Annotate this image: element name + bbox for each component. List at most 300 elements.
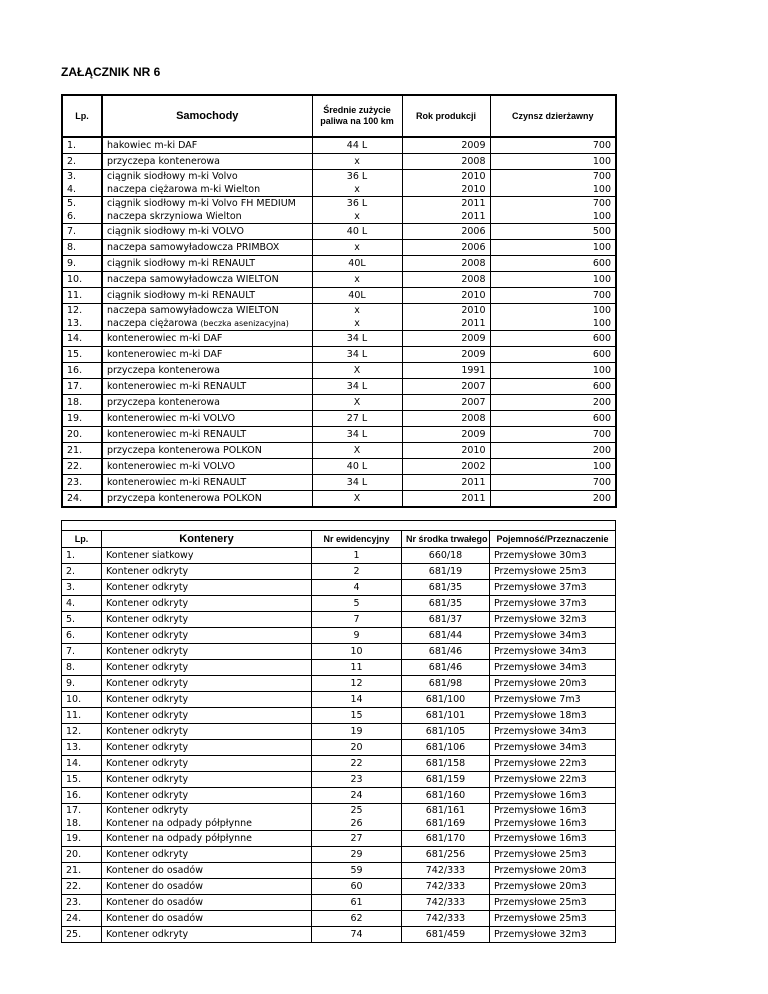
- vehicle-name-text: przyczepa kontenerowa: [107, 156, 221, 167]
- vehicle-name-text: kontenerowiec m-ki RENAULT: [107, 429, 247, 440]
- row-vehicle-name: [102, 170, 312, 184]
- row-capacity: Przemysłowe 20m3: [490, 863, 616, 879]
- row-container-name: Kontener na odpady półpłynne: [102, 831, 312, 847]
- row-fuel: 34 L: [312, 475, 402, 491]
- row-lp: 15.: [62, 772, 102, 788]
- row-asset: 681/160: [402, 788, 490, 804]
- row-container-name: Kontener odkryty: [102, 660, 312, 676]
- row-rent: 600: [490, 347, 616, 363]
- row-rent: 600: [490, 256, 616, 272]
- row-year: 2010: [402, 183, 490, 197]
- row-evid: 1: [312, 548, 402, 564]
- row-lp: 20.: [62, 847, 102, 863]
- row-container-name: Kontener odkryty: [102, 596, 312, 612]
- row-vehicle-name: [102, 154, 312, 170]
- row-asset: 681/19: [402, 564, 490, 580]
- table-row: [62, 564, 616, 580]
- row-container-name: Kontener do osadów: [102, 863, 312, 879]
- row-asset: 681/105: [402, 724, 490, 740]
- row-lp: 22.: [62, 459, 102, 475]
- spacer-cell: [312, 521, 402, 531]
- row-evid: 62: [312, 911, 402, 927]
- header-year: Rok produkcji: [402, 95, 490, 137]
- row-asset: 681/256: [402, 847, 490, 863]
- vehicle-name-text: naczepa ciężarowa m-ki Wielton: [107, 184, 261, 195]
- vehicle-name-text: naczepa skrzyniowa Wielton: [107, 211, 242, 222]
- row-capacity: Przemysłowe 25m3: [490, 895, 616, 911]
- row-year: 2008: [402, 256, 490, 272]
- row-lp: 10.: [62, 272, 102, 288]
- row-lp: 15.: [62, 347, 102, 363]
- row-capacity: Przemysłowe 18m3: [490, 708, 616, 724]
- vehicle-name-text: ciągnik siodłowy m-ki Volvo FH MEDIUM: [107, 198, 296, 209]
- row-year: 2002: [402, 459, 490, 475]
- row-vehicle-name: [102, 224, 312, 240]
- row-lp: 5.: [62, 612, 102, 628]
- row-asset: 742/333: [402, 863, 490, 879]
- table-row: [62, 183, 616, 197]
- row-asset: 681/161: [402, 804, 490, 818]
- row-fuel: 44 L: [312, 137, 402, 154]
- vehicle-name-text: naczepa samowyładowcza PRIMBOX: [107, 242, 280, 253]
- row-asset: 681/101: [402, 708, 490, 724]
- row-fuel: X: [312, 443, 402, 459]
- table-row: [62, 331, 616, 347]
- vehicle-name-text: hakowiec m-ki DAF: [107, 140, 198, 151]
- row-fuel: 40 L: [312, 224, 402, 240]
- table-row: [62, 459, 616, 475]
- spacer-cell: [62, 521, 102, 531]
- row-fuel: x: [312, 317, 402, 331]
- row-container-name: Kontener odkryty: [102, 927, 312, 943]
- row-container-name: Kontener do osadów: [102, 879, 312, 895]
- row-asset: 681/169: [402, 817, 490, 831]
- row-asset: 681/98: [402, 676, 490, 692]
- row-lp: 19.: [62, 411, 102, 427]
- row-vehicle-name: [102, 379, 312, 395]
- table-row: [62, 740, 616, 756]
- table-row: [62, 256, 616, 272]
- vehicle-name-text: naczepa ciężarowa: [107, 318, 198, 329]
- vehicle-name-text: przyczepa kontenerowa POLKON: [107, 493, 262, 504]
- table-row: [62, 137, 616, 154]
- table-row: [62, 240, 616, 256]
- row-lp: 4.: [62, 596, 102, 612]
- row-vehicle-name: [102, 411, 312, 427]
- row-fuel: X: [312, 491, 402, 508]
- table-row: [62, 197, 616, 211]
- table-row: [62, 427, 616, 443]
- row-vehicle-name: [102, 317, 312, 331]
- row-lp: 3.: [62, 580, 102, 596]
- table-row: [62, 831, 616, 847]
- vehicle-name-text: kontenerowiec m-ki RENAULT: [107, 477, 247, 488]
- row-year: 2008: [402, 272, 490, 288]
- row-capacity: Przemysłowe 16m3: [490, 788, 616, 804]
- row-asset: 681/159: [402, 772, 490, 788]
- row-rent: 700: [490, 197, 616, 211]
- row-lp: 18.: [62, 395, 102, 411]
- row-container-name: Kontener odkryty: [102, 788, 312, 804]
- row-vehicle-name: [102, 491, 312, 508]
- row-capacity: Przemysłowe 34m3: [490, 724, 616, 740]
- row-lp: 2.: [62, 154, 102, 170]
- row-fuel: X: [312, 395, 402, 411]
- row-container-name: Kontener odkryty: [102, 644, 312, 660]
- row-capacity: Przemysłowe 22m3: [490, 756, 616, 772]
- row-rent: 100: [490, 154, 616, 170]
- row-year: 2009: [402, 427, 490, 443]
- table-row: [62, 347, 616, 363]
- vehicle-name-text: ciągnik siodłowy m-ki RENAULT: [107, 290, 256, 301]
- table-row: [62, 224, 616, 240]
- table-row: [62, 580, 616, 596]
- row-asset: 681/44: [402, 628, 490, 644]
- row-fuel: 40L: [312, 288, 402, 304]
- row-evid: 14: [312, 692, 402, 708]
- row-capacity: Przemysłowe 30m3: [490, 548, 616, 564]
- table-row: [62, 411, 616, 427]
- vehicle-name-text: kontenerowiec m-ki VOLVO: [107, 413, 236, 424]
- row-lp: 13.: [62, 740, 102, 756]
- row-fuel: 34 L: [312, 331, 402, 347]
- row-capacity: Przemysłowe 20m3: [490, 676, 616, 692]
- row-container-name: Kontener odkryty: [102, 580, 312, 596]
- row-vehicle-name: [102, 475, 312, 491]
- table-row: [62, 788, 616, 804]
- table-row: [62, 863, 616, 879]
- row-year: 2009: [402, 347, 490, 363]
- row-evid: 25: [312, 804, 402, 818]
- containers-table: [61, 520, 616, 943]
- table-row: [62, 379, 616, 395]
- row-lp: 9.: [62, 256, 102, 272]
- row-lp: 16.: [62, 788, 102, 804]
- row-lp: 20.: [62, 427, 102, 443]
- row-evid: 27: [312, 831, 402, 847]
- table-row: [62, 475, 616, 491]
- table-row: [62, 847, 616, 863]
- row-lp: 18.: [62, 817, 102, 831]
- row-lp: 22.: [62, 879, 102, 895]
- header-asset: Nr środka trwałego: [402, 531, 490, 548]
- row-fuel: 27 L: [312, 411, 402, 427]
- row-container-name: Kontener odkryty: [102, 676, 312, 692]
- row-container-name: Kontener odkryty: [102, 692, 312, 708]
- row-lp: 14.: [62, 331, 102, 347]
- row-lp: 2.: [62, 564, 102, 580]
- row-evid: 60: [312, 879, 402, 895]
- vehicle-name-text: przyczepa kontenerowa POLKON: [107, 445, 262, 456]
- table-row: [62, 443, 616, 459]
- row-asset: 681/46: [402, 644, 490, 660]
- row-year: 2011: [402, 491, 490, 508]
- row-container-name: Kontener odkryty: [102, 724, 312, 740]
- row-rent: 700: [490, 427, 616, 443]
- row-year: 2011: [402, 197, 490, 211]
- row-rent: 100: [490, 210, 616, 224]
- table-row: [62, 596, 616, 612]
- row-year: 1991: [402, 363, 490, 379]
- vehicle-name-text: ciągnik siodłowy m-ki RENAULT: [107, 258, 256, 269]
- table-row: [62, 491, 616, 508]
- row-year: 2006: [402, 240, 490, 256]
- row-rent: 600: [490, 411, 616, 427]
- row-vehicle-name: [102, 240, 312, 256]
- table-row: [62, 210, 616, 224]
- row-lp: 21.: [62, 863, 102, 879]
- row-evid: 4: [312, 580, 402, 596]
- row-capacity: Przemysłowe 16m3: [490, 817, 616, 831]
- table-row: [62, 304, 616, 318]
- row-vehicle-name: [102, 443, 312, 459]
- row-asset: 742/333: [402, 895, 490, 911]
- row-lp: 23.: [62, 895, 102, 911]
- row-year: 2009: [402, 137, 490, 154]
- table-row: [62, 692, 616, 708]
- row-capacity: Przemysłowe 34m3: [490, 628, 616, 644]
- row-container-name: Kontener odkryty: [102, 847, 312, 863]
- table-row: [62, 724, 616, 740]
- row-capacity: Przemysłowe 32m3: [490, 612, 616, 628]
- table-spacer: [62, 521, 616, 531]
- table-row: [62, 628, 616, 644]
- row-rent: 100: [490, 363, 616, 379]
- row-rent: 100: [490, 304, 616, 318]
- table-row: [62, 772, 616, 788]
- row-evid: 9: [312, 628, 402, 644]
- table-row: [62, 612, 616, 628]
- row-evid: 29: [312, 847, 402, 863]
- row-asset: 681/158: [402, 756, 490, 772]
- row-capacity: Przemysłowe 16m3: [490, 804, 616, 818]
- row-lp: 12.: [62, 724, 102, 740]
- row-capacity: Przemysłowe 25m3: [490, 911, 616, 927]
- row-lp: 10.: [62, 692, 102, 708]
- row-lp: 7.: [62, 644, 102, 660]
- row-container-name: Kontener do osadów: [102, 895, 312, 911]
- table-row: [62, 756, 616, 772]
- table-row: [62, 317, 616, 331]
- row-container-name: Kontener odkryty: [102, 740, 312, 756]
- header-evid: Nr ewidencyjny: [312, 531, 402, 548]
- header-capacity: Pojemność/Przeznaczenie: [490, 531, 616, 548]
- row-lp: 21.: [62, 443, 102, 459]
- row-rent: 100: [490, 272, 616, 288]
- row-capacity: Przemysłowe 34m3: [490, 644, 616, 660]
- row-year: 2010: [402, 170, 490, 184]
- vehicle-name-text: kontenerowiec m-ki DAF: [107, 333, 223, 344]
- row-evid: 24: [312, 788, 402, 804]
- row-rent: 100: [490, 459, 616, 475]
- row-fuel: 40 L: [312, 459, 402, 475]
- row-container-name: Kontener odkryty: [102, 772, 312, 788]
- row-lp: 8.: [62, 660, 102, 676]
- row-rent: 100: [490, 183, 616, 197]
- row-fuel: x: [312, 183, 402, 197]
- row-year: 2008: [402, 411, 490, 427]
- row-rent: 200: [490, 395, 616, 411]
- row-container-name: Kontener odkryty: [102, 564, 312, 580]
- table-row: [62, 927, 616, 943]
- row-lp: 24.: [62, 911, 102, 927]
- table-row: [62, 879, 616, 895]
- row-vehicle-name: [102, 197, 312, 211]
- row-year: 2009: [402, 331, 490, 347]
- row-lp: 24.: [62, 491, 102, 508]
- row-lp: 6.: [62, 628, 102, 644]
- row-evid: 19: [312, 724, 402, 740]
- row-rent: 700: [490, 475, 616, 491]
- row-fuel: 36 L: [312, 170, 402, 184]
- row-vehicle-name: [102, 304, 312, 318]
- row-evid: 20: [312, 740, 402, 756]
- row-fuel: 34 L: [312, 379, 402, 395]
- table-row: [62, 395, 616, 411]
- row-evid: 22: [312, 756, 402, 772]
- row-rent: 200: [490, 443, 616, 459]
- row-year: 2006: [402, 224, 490, 240]
- document-title: ZAŁĄCZNIK NR 6: [61, 65, 161, 79]
- row-vehicle-name: [102, 331, 312, 347]
- row-container-name: Kontener odkryty: [102, 612, 312, 628]
- vehicle-name-text: kontenerowiec m-ki DAF: [107, 349, 223, 360]
- row-rent: 700: [490, 137, 616, 154]
- row-lp: 23.: [62, 475, 102, 491]
- row-asset: 681/35: [402, 596, 490, 612]
- table-row: [62, 676, 616, 692]
- header-rent: Czynsz dzierżawny: [490, 95, 616, 137]
- row-fuel: 36 L: [312, 197, 402, 211]
- header-samochody: Samochody: [102, 95, 312, 137]
- row-lp: 17.: [62, 804, 102, 818]
- row-capacity: Przemysłowe 34m3: [490, 740, 616, 756]
- row-fuel: x: [312, 210, 402, 224]
- row-lp: 13.: [62, 317, 102, 331]
- row-year: 2007: [402, 379, 490, 395]
- row-lp: 9.: [62, 676, 102, 692]
- table-row: [62, 911, 616, 927]
- row-vehicle-name: [102, 288, 312, 304]
- table-row: [62, 804, 616, 818]
- table-row: [62, 272, 616, 288]
- row-capacity: Przemysłowe 7m3: [490, 692, 616, 708]
- row-asset: 681/106: [402, 740, 490, 756]
- row-asset: 660/18: [402, 548, 490, 564]
- row-evid: 5: [312, 596, 402, 612]
- row-lp: 8.: [62, 240, 102, 256]
- vehicle-name-text: przyczepa kontenerowa: [107, 397, 221, 408]
- row-evid: 10: [312, 644, 402, 660]
- table-row: [62, 548, 616, 564]
- row-lp: 4.: [62, 183, 102, 197]
- vehicle-name-text: naczepa samowyładowcza WIELTON: [107, 274, 279, 285]
- row-container-name: Kontener odkryty: [102, 708, 312, 724]
- vehicle-name-note: (beczka asenizacyjna): [200, 319, 289, 328]
- row-capacity: Przemysłowe 16m3: [490, 831, 616, 847]
- header-kontenery: Kontenery: [102, 531, 312, 548]
- row-lp: 17.: [62, 379, 102, 395]
- vehicle-name-text: ciągnik siodłowy m-ki VOLVO: [107, 226, 244, 237]
- header-lp: Lp.: [62, 95, 102, 137]
- row-container-name: Kontener odkryty: [102, 756, 312, 772]
- row-rent: 100: [490, 317, 616, 331]
- row-year: 2008: [402, 154, 490, 170]
- spacer-cell: [490, 521, 616, 531]
- vehicles-header-row: [62, 95, 616, 137]
- row-evid: 26: [312, 817, 402, 831]
- row-fuel: x: [312, 154, 402, 170]
- table-row: [62, 170, 616, 184]
- row-vehicle-name: [102, 363, 312, 379]
- row-evid: 74: [312, 927, 402, 943]
- table-row: [62, 817, 616, 831]
- header-lp: Lp.: [62, 531, 102, 548]
- row-vehicle-name: [102, 395, 312, 411]
- row-capacity: Przemysłowe 34m3: [490, 660, 616, 676]
- row-asset: 681/35: [402, 580, 490, 596]
- row-year: 2011: [402, 210, 490, 224]
- row-rent: 600: [490, 331, 616, 347]
- row-asset: 681/100: [402, 692, 490, 708]
- vehicle-name-text: kontenerowiec m-ki VOLVO: [107, 461, 236, 472]
- row-lp: 3.: [62, 170, 102, 184]
- row-year: 2010: [402, 443, 490, 459]
- row-rent: 600: [490, 379, 616, 395]
- row-vehicle-name: [102, 183, 312, 197]
- row-container-name: Kontener odkryty: [102, 628, 312, 644]
- row-fuel: x: [312, 304, 402, 318]
- row-lp: 19.: [62, 831, 102, 847]
- row-fuel: x: [312, 240, 402, 256]
- vehicles-table: [61, 94, 617, 508]
- row-lp: 11.: [62, 708, 102, 724]
- vehicle-name-text: przyczepa kontenerowa: [107, 365, 221, 376]
- row-container-name: Kontener odkryty: [102, 804, 312, 818]
- row-year: 2011: [402, 317, 490, 331]
- spacer-cell: [102, 521, 312, 531]
- row-rent: 200: [490, 491, 616, 508]
- vehicle-name-text: naczepa samowyładowcza WIELTON: [107, 305, 279, 316]
- row-vehicle-name: [102, 272, 312, 288]
- table-row: [62, 708, 616, 724]
- containers-header-row: [62, 531, 616, 548]
- row-capacity: Przemysłowe 22m3: [490, 772, 616, 788]
- row-capacity: Przemysłowe 37m3: [490, 596, 616, 612]
- row-year: 2010: [402, 304, 490, 318]
- row-rent: 500: [490, 224, 616, 240]
- row-container-name: Kontener na odpady półpłynne: [102, 817, 312, 831]
- table-row: [62, 660, 616, 676]
- row-lp: 12.: [62, 304, 102, 318]
- row-lp: 6.: [62, 210, 102, 224]
- row-year: 2007: [402, 395, 490, 411]
- row-evid: 7: [312, 612, 402, 628]
- row-fuel: X: [312, 363, 402, 379]
- row-fuel: 34 L: [312, 427, 402, 443]
- row-vehicle-name: [102, 347, 312, 363]
- row-fuel: 40L: [312, 256, 402, 272]
- vehicle-name-text: ciągnik siodłowy m-ki Volvo: [107, 171, 238, 182]
- row-capacity: Przemysłowe 37m3: [490, 580, 616, 596]
- header-fuel: Średnie zużycie paliwa na 100 km: [312, 95, 402, 137]
- row-evid: 11: [312, 660, 402, 676]
- row-asset: 742/333: [402, 879, 490, 895]
- row-lp: 25.: [62, 927, 102, 943]
- row-lp: 1.: [62, 137, 102, 154]
- row-lp: 1.: [62, 548, 102, 564]
- row-evid: 23: [312, 772, 402, 788]
